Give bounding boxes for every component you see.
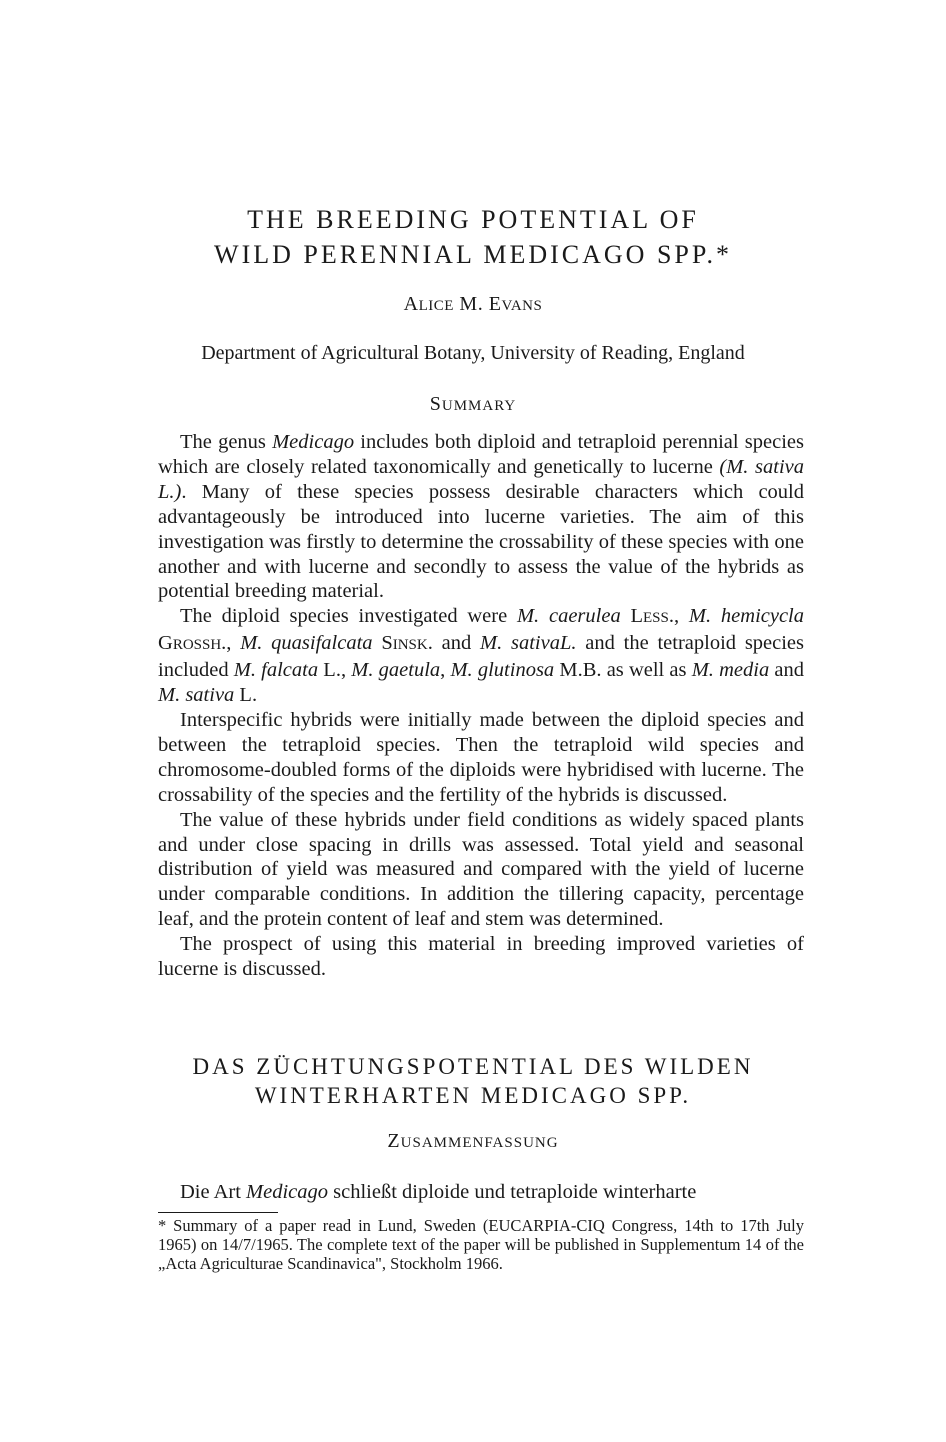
paper-title-line-2: WILD PERENNIAL MEDICAGO SPP.* bbox=[214, 240, 732, 269]
paper-title-line-1: THE BREEDING POTENTIAL OF bbox=[247, 205, 699, 234]
german-title-line-2: WINTERHARTEN MEDICAGO SPP. bbox=[254, 1083, 692, 1108]
summary-paragraph-3: Interspecific hybrids were initially made between the diploid species and between the tetraploid species. Then the tetraploid wild species and chromosome-doubled forms of the diploids were hybridised with lucerne. The crossability of the species and the fertility of the hybrids is discussed. bbox=[158, 708, 804, 806]
footnote: * Summary of a paper read in Lund, Sweden (EUCARPIA-CIQ Congress, 14th to 17th July 1965) on 14/7/1965. The complete text of the paper will be published in Supplementum 14 of the „Acta Agriculturae Scandinavica", Stockholm 1966. bbox=[158, 1216, 804, 1273]
zusammenfassung-body bbox=[158, 1180, 804, 1205]
summary-paragraph-5: The prospect of using this material in breeding improved varieties of lucerne is discussed. bbox=[158, 933, 804, 981]
summary-paragraph-1: The genus Medicago includes both diploid and tetraploid perennial species which are closely related taxonomically and genetically to lucerne (M. sativa L.). Many of these species possess desirable characters which could advantageously be introduced into lucerne varieties. The aim of this investigation was firstly to determine the crossability of these species with one another and with lucerne and secondly to assess the value of the hybrids as potential breeding material. bbox=[158, 431, 804, 603]
author-name: ALICE M. EVANS bbox=[403, 293, 543, 315]
author-affiliation: Department of Agricultural Botany, University of Reading, England bbox=[201, 342, 745, 364]
summary-heading: SUMMARY bbox=[429, 393, 517, 415]
german-title-line-1: DAS ZÜCHTUNGSPOTENTIAL DES WILDEN bbox=[192, 1054, 754, 1079]
summary-body bbox=[158, 430, 804, 982]
zusammenfassung-paragraph-1: Die Art Medicago schließt diploide und tetraploide winterharte bbox=[180, 1181, 697, 1203]
summary-paragraph-2: The diploid species investigated were M. caerulea LESS., M. hemicycla GROSSH., M. quasifalcata SINSK. and M. sativaL. and the tetraploid species included M. falcata L., M. gaetula, M. glutinosa M.B. as well as M. media and M. sativa L. bbox=[158, 605, 805, 707]
summary-paragraph-4: The value of these hybrids under field conditions as widely spaced plants and under close spacing in drills was assessed. Total yield and seasonal distribution of yield was measured and compared with the yield of lucerne under comparable conditions. In addition the tillering capacity, percentage leaf, and the protein content of leaf and stem was determined. bbox=[158, 808, 804, 931]
zusammenfassung-heading: ZUSAMMENFASSUNG bbox=[387, 1130, 559, 1152]
footnote-divider bbox=[158, 1212, 278, 1213]
